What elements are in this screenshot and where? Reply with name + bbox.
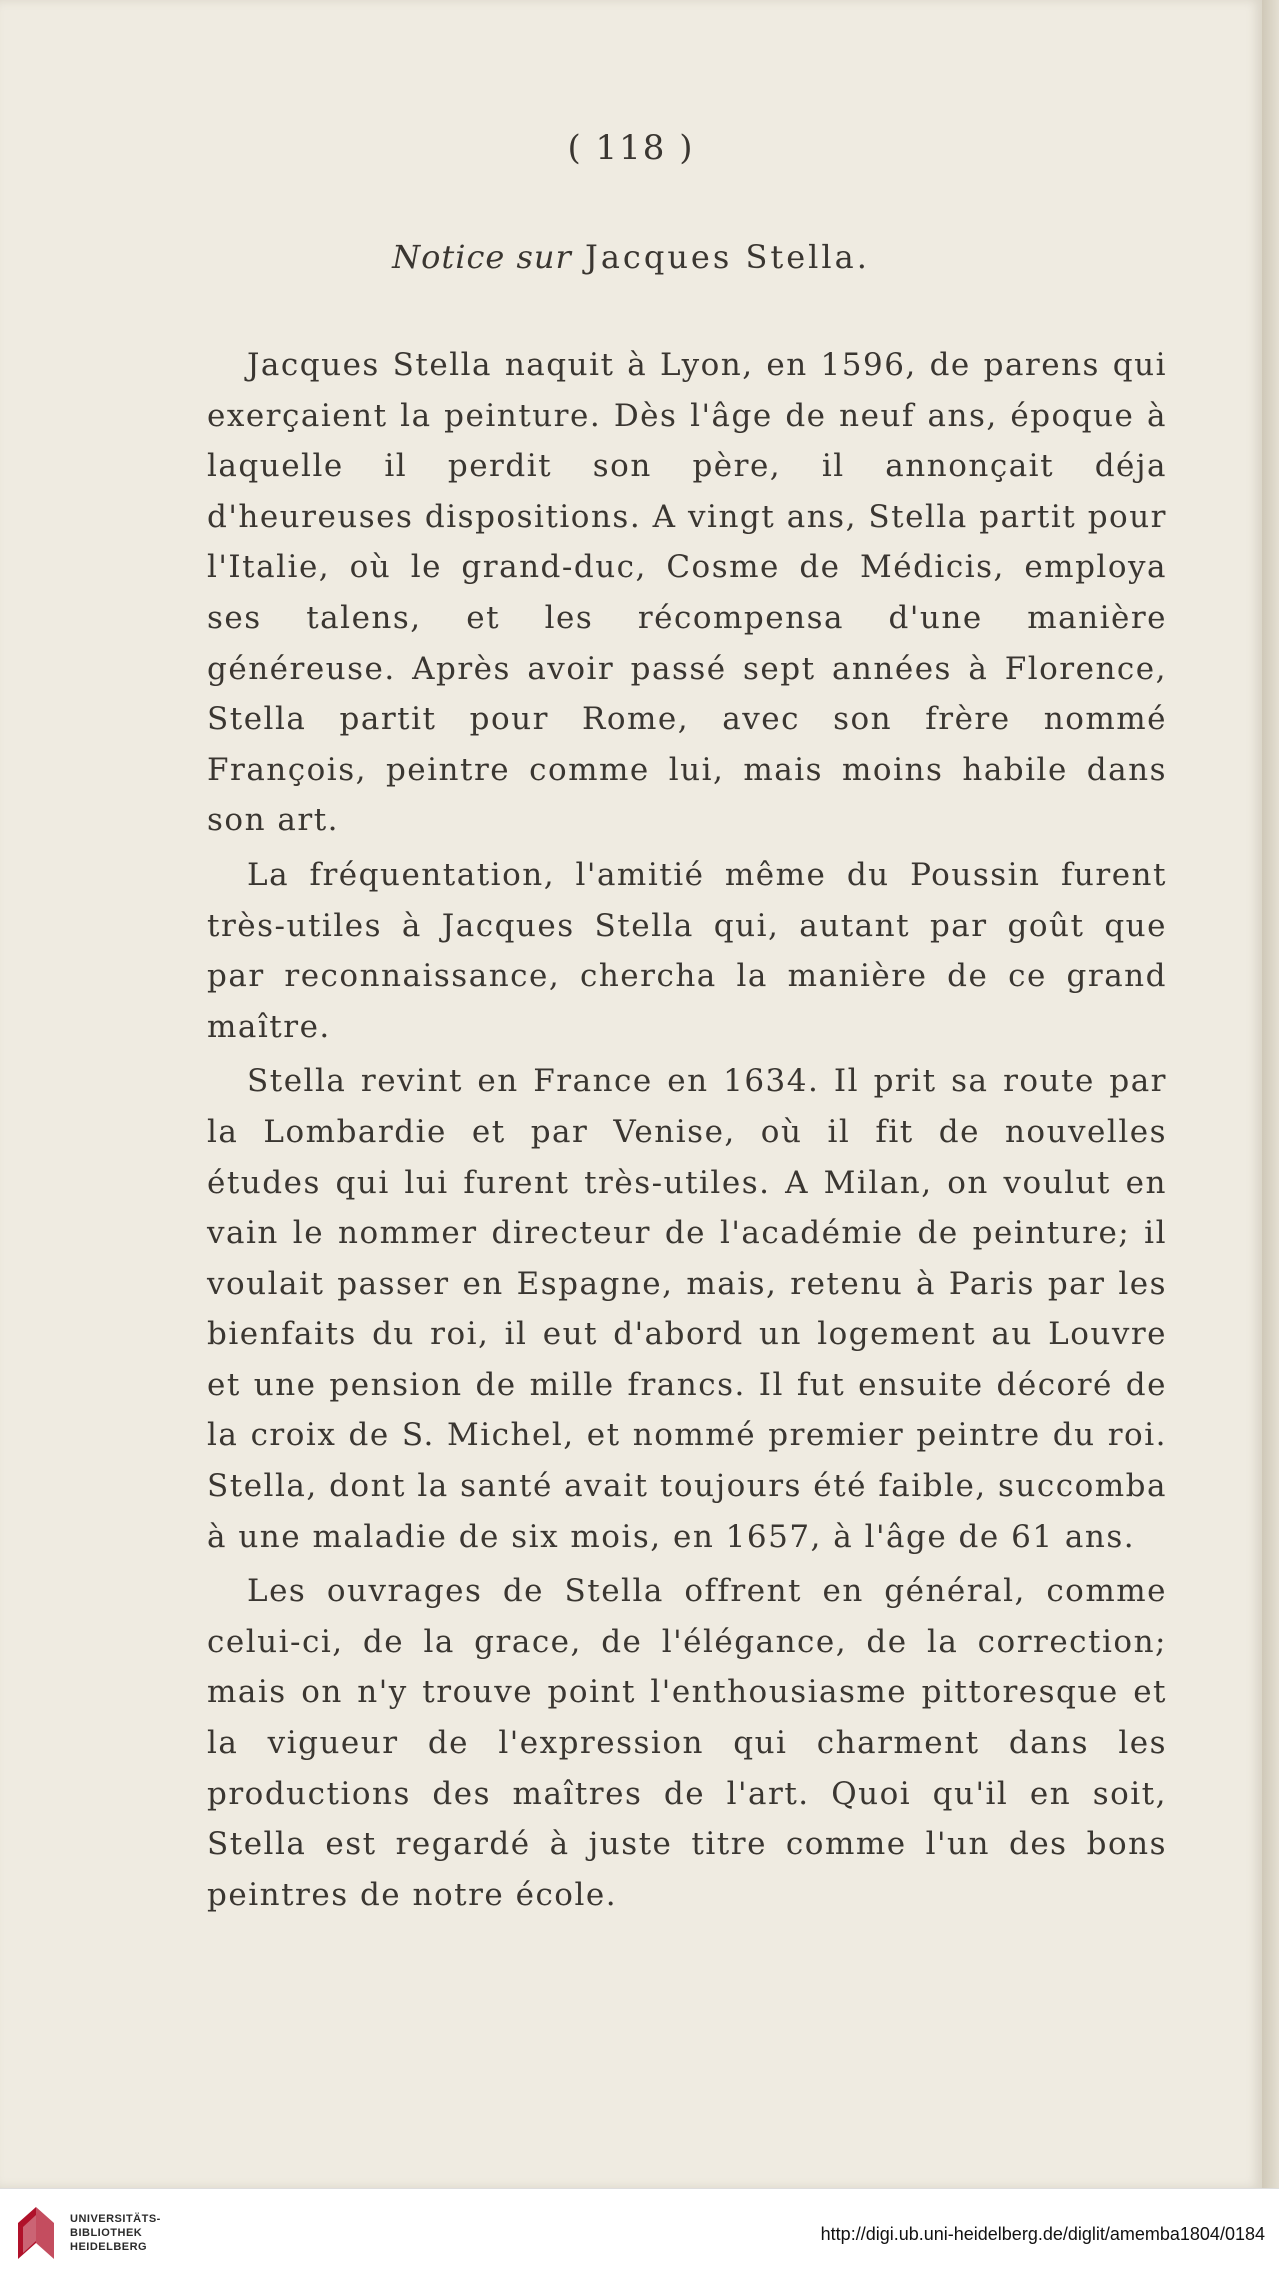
title-prefix: Notice sur [392, 238, 572, 276]
library-name-line: UNIVERSITÄTS- [70, 2213, 161, 2225]
page-edge [1262, 0, 1279, 2188]
page-number: ( 118 ) [567, 128, 695, 168]
library-name-line: HEIDELBERG [70, 2241, 148, 2253]
title-name: Jacques Stella. [585, 238, 870, 276]
page-title [0, 238, 1262, 276]
paragraph: Jacques Stella naquit à Lyon, en 1596, de parens qui exerçaient la peinture. Dès l'âge de neuf ans, époque à laquelle il perdit son père, il annonçait déja d'heureuses dispositions. A vingt ans, Stella partit pour l'Italie, où le grand-duc, Cosme de Médicis, employa ses talens, et les récompensa d'une manière généreuse. Après avoir passé sept années à Florence, Stella partit pour Rome, avec son frère nommé François, peintre comme lui, mais moins habile dans son art. [207, 347, 1167, 839]
library-name-line: BIBLIOTHEK [70, 2227, 143, 2239]
library-name [70, 2212, 161, 2254]
paragraph: Stella revint en France en 1634. Il prit sa route par la Lombardie et par Venise, où il fit de nouvelles études qui lui furent très-utiles. A Milan, on voulut en vain le nommer directeur de l'académie de peinture; il voulait passer en Espagne, mais, retenu à Paris par les bienfaits du roi, il eut d'abord un logement au Louvre et une pension de mille francs. Il fut ensuite décoré de la croix de S. Michel, et nommé premier peintre du roi. Stella, dont la santé avait toujours été faible, succomba à une maladie de six mois, en 1657, à l'âge de 61 ans. [207, 1063, 1167, 1555]
body-text [207, 340, 1167, 1924]
paragraph: La fréquentation, l'amitié même du Poussin furent très-utiles à Jacques Stella qui, autant par goût que par reconnaissance, chercha la manière de ce grand maître. [207, 856, 1167, 1045]
paragraph: Les ouvrages de Stella offrent en général, comme celui-ci, de la grace, de l'élégance, de la correction; mais on n'y trouve point l'enthousiasme pittoresque et la vigueur de l'expression qui charment dans les productions des maîtres de l'art. Quoi qu'il en soit, Stella est regardé à juste titre comme l'un des bons peintres de notre école. [207, 1573, 1167, 1913]
footer-bar [0, 2188, 1279, 2282]
university-library-logo-icon [14, 2203, 58, 2261]
source-url-link[interactable]: http://digi.ub.uni-heidelberg.de/diglit/amemba1804/0184 [820, 2224, 1265, 2244]
